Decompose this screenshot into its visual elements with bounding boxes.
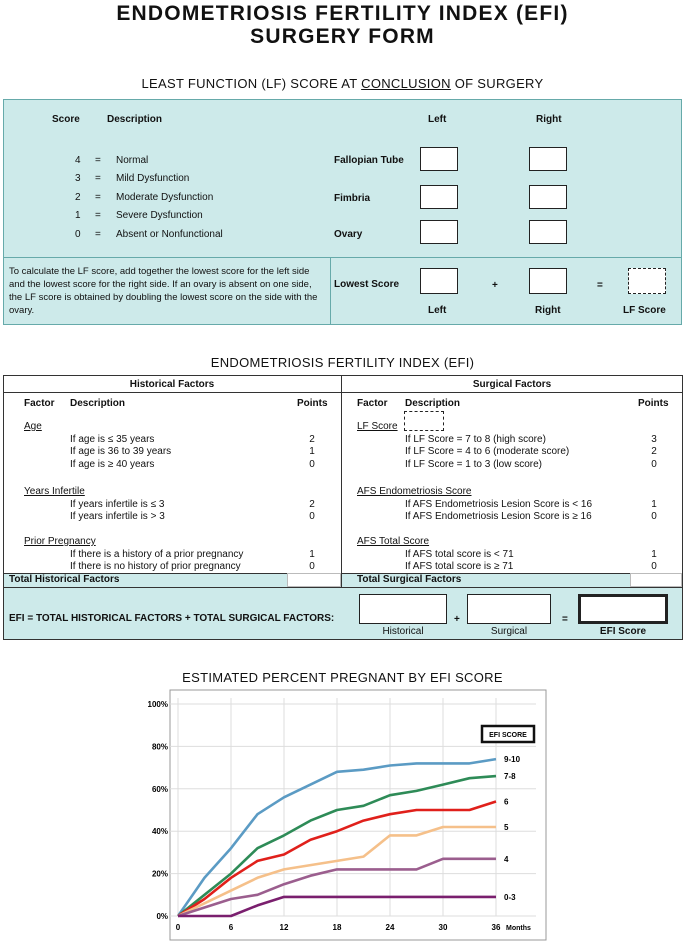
y-tick-label: 0% — [156, 912, 168, 921]
lf-divider-vertical — [330, 257, 331, 324]
x-tick-label: 18 — [332, 923, 342, 932]
total-historical-input[interactable] — [287, 573, 341, 587]
factor-row-points: 1 — [309, 548, 315, 560]
lowest-left-input[interactable] — [420, 268, 458, 294]
ovary-left-input[interactable] — [420, 220, 458, 244]
factor-group-name: AFS Endometriosis Score — [357, 486, 472, 497]
lf-score-number: 1 — [75, 210, 81, 221]
lf-score-number: 4 — [75, 155, 81, 166]
lf-heading: LEAST FUNCTION (LF) SCORE AT CONCLUSION OF SURGERY — [141, 76, 544, 91]
pregnancy-chart — [130, 688, 550, 945]
efi-historical-label: Historical — [382, 626, 424, 637]
factor-row-points: 2 — [651, 446, 657, 457]
lowest-right-input[interactable] — [529, 268, 567, 294]
y-tick-label: 40% — [151, 827, 168, 837]
factor-row-points: 3 — [651, 433, 657, 445]
factor-row-points: 0 — [651, 511, 657, 522]
lf-col-left: Left — [428, 114, 447, 125]
surg-factor-col: Factor — [357, 398, 388, 409]
lowest-score-label: Lowest Score — [334, 279, 400, 290]
factor-row-points: 0 — [309, 458, 315, 470]
x-tick-label: 36 — [491, 923, 501, 932]
factor-row-points: 2 — [309, 433, 315, 445]
lf-score-number: 2 — [75, 192, 81, 203]
factor-row-description: If AFS Endometriosis Lesion Score is ≥ 16 — [405, 511, 592, 522]
factor-row-points: 0 — [309, 561, 315, 572]
factor-row-description: If age is ≤ 35 years — [70, 433, 155, 445]
historical-factors-heading: Historical Factors — [129, 379, 215, 390]
x-tick-label: 0 — [175, 923, 181, 932]
efi-plus: + — [454, 614, 460, 625]
x-tick-label: 30 — [438, 923, 448, 932]
y-tick-label: 100% — [147, 700, 168, 709]
lf-score-input[interactable] — [628, 268, 666, 294]
fallopian-right-input[interactable] — [529, 147, 567, 171]
fimbria-left-input[interactable] — [420, 185, 458, 209]
bottom-right-label: Right — [535, 305, 561, 316]
factor-row-description: If LF Score = 4 to 6 (moderate score) — [405, 446, 570, 457]
factor-row-description: If age is 36 to 39 years — [70, 446, 172, 457]
y-tick-label: 60% — [151, 784, 168, 794]
factor-row-description: If AFS Endometriosis Lesion Score is < 16 — [405, 498, 593, 510]
surg-points-col: Points — [638, 398, 669, 409]
formula-divider — [3, 587, 683, 588]
factor-row-points: 0 — [651, 458, 657, 470]
efi-score-label: EFI Score — [599, 626, 647, 637]
factor-row-description: If years infertile is > 3 — [70, 511, 165, 522]
organ-ovary: Ovary — [334, 229, 363, 240]
series-label-7-8: 7-8 — [504, 772, 516, 782]
factor-row-points: 1 — [651, 548, 657, 560]
y-tick-label: 80% — [151, 742, 168, 752]
factor-row-description: If AFS total score is < 71 — [405, 548, 514, 560]
y-tick-label: 20% — [151, 869, 168, 879]
series-label-9-10: 9-10 — [504, 755, 521, 765]
lf-instructions: To calculate the LF score, add together the lowest score for the left side and the lowest score for the right side. If an ovary is absent on one side, the LF score is obtained by doubling the lowest score on the side with the ovary. — [9, 266, 318, 316]
lf-score-equals: = — [95, 210, 101, 221]
x-tick-label: 12 — [279, 923, 289, 932]
hist-description-col: Description — [70, 398, 126, 409]
factor-row-description: If LF Score = 1 to 3 (low score) — [405, 458, 542, 470]
lf-divider — [4, 257, 681, 258]
factor-row-points: 0 — [651, 561, 657, 572]
lf-score-description: Severe Dysfunction — [116, 210, 203, 221]
factor-row-description: If there is no history of prior pregnancy — [70, 561, 241, 572]
series-label-6: 6 — [504, 797, 509, 807]
lf-col-score: Score — [52, 114, 80, 125]
lf-score-equals: = — [95, 229, 101, 240]
chart-title: ESTIMATED PERCENT PREGNANT BY EFI SCORE — [182, 670, 503, 685]
efi-formula: EFI = TOTAL HISTORICAL FACTORS + TOTAL SURGICAL FACTORS: — [9, 613, 335, 624]
efi-equals: = — [562, 614, 568, 625]
factor-group-name: Years Infertile — [24, 486, 85, 497]
lf-score-description: Moderate Dysfunction — [116, 192, 214, 203]
total-historical-label: Total Historical Factors — [9, 574, 120, 585]
form-title-line2: SURGERY FORM — [250, 25, 435, 48]
efi-historical-input[interactable] — [359, 594, 447, 624]
factor-row-points: 2 — [309, 498, 315, 510]
factor-group-name: Prior Pregnancy — [24, 536, 96, 547]
lf-plus: + — [492, 280, 498, 291]
surg-description-col: Description — [405, 398, 461, 409]
factor-group-name: LF Score — [357, 421, 398, 432]
lf-score-transfer-box[interactable] — [404, 411, 444, 431]
lf-score-number: 3 — [75, 173, 81, 184]
series-label-0-3: 0-3 — [504, 892, 516, 902]
factor-row-points: 1 — [651, 498, 657, 510]
total-surgical-label: Total Surgical Factors — [357, 574, 462, 585]
lf-score-description: Mild Dysfunction — [116, 173, 190, 184]
lf-score-equals: = — [95, 192, 101, 203]
lf-score-description: Normal — [116, 155, 149, 166]
total-surgical-input[interactable] — [630, 573, 682, 587]
efi-header-divider — [3, 392, 683, 393]
hist-points-col: Points — [297, 398, 328, 409]
factor-row-description: If years infertile is ≤ 3 — [70, 498, 165, 510]
factor-row-points: 1 — [309, 446, 315, 457]
fimbria-right-input[interactable] — [529, 185, 567, 209]
organ-fallopian-tube: Fallopian Tube — [334, 155, 404, 166]
x-tick-label: 6 — [228, 923, 234, 932]
factor-row-description: If AFS total score is ≥ 71 — [405, 561, 514, 572]
x-tick-label: 24 — [385, 923, 395, 932]
efi-surgical-label: Surgical — [490, 626, 528, 637]
lf-score-number: 0 — [75, 229, 81, 240]
lf-score-description: Absent or Nonfunctional — [116, 229, 223, 240]
efi-heading: ENDOMETRIOSIS FERTILITY INDEX (EFI) — [210, 355, 475, 370]
series-label-5: 5 — [504, 822, 509, 832]
lf-score-equals: = — [95, 173, 101, 184]
lf-score-label: LF Score — [623, 305, 666, 316]
factor-row-description: If there is a history of a prior pregnancy — [70, 548, 244, 560]
efi-score-input[interactable] — [578, 594, 668, 624]
lf-score-equals: = — [95, 155, 101, 166]
factor-group-name: Age — [24, 421, 42, 432]
form-title-line1: ENDOMETRIOSIS FERTILITY INDEX (EFI) — [116, 2, 569, 25]
legend-title: EFI SCORE — [489, 732, 527, 739]
ovary-right-input[interactable] — [529, 220, 567, 244]
lf-col-right: Right — [536, 114, 562, 125]
efi-surgical-input[interactable] — [467, 594, 551, 624]
lf-equals: = — [597, 280, 603, 291]
fallopian-left-input[interactable] — [420, 147, 458, 171]
bottom-left-label: Left — [428, 305, 447, 316]
hist-factor-col: Factor — [24, 398, 55, 409]
efi-center-divider — [341, 375, 342, 587]
factor-group-name: AFS Total Score — [357, 536, 430, 547]
factor-row-description: If LF Score = 7 to 8 (high score) — [405, 433, 546, 445]
factor-row-description: If age is ≥ 40 years — [70, 458, 155, 470]
lf-col-description: Description — [107, 114, 163, 125]
surgical-factors-heading: Surgical Factors — [472, 379, 552, 390]
factor-row-points: 0 — [309, 511, 315, 522]
series-label-4: 4 — [504, 854, 509, 864]
x-axis-label: Months — [506, 925, 531, 932]
organ-fimbria: Fimbria — [334, 193, 371, 204]
